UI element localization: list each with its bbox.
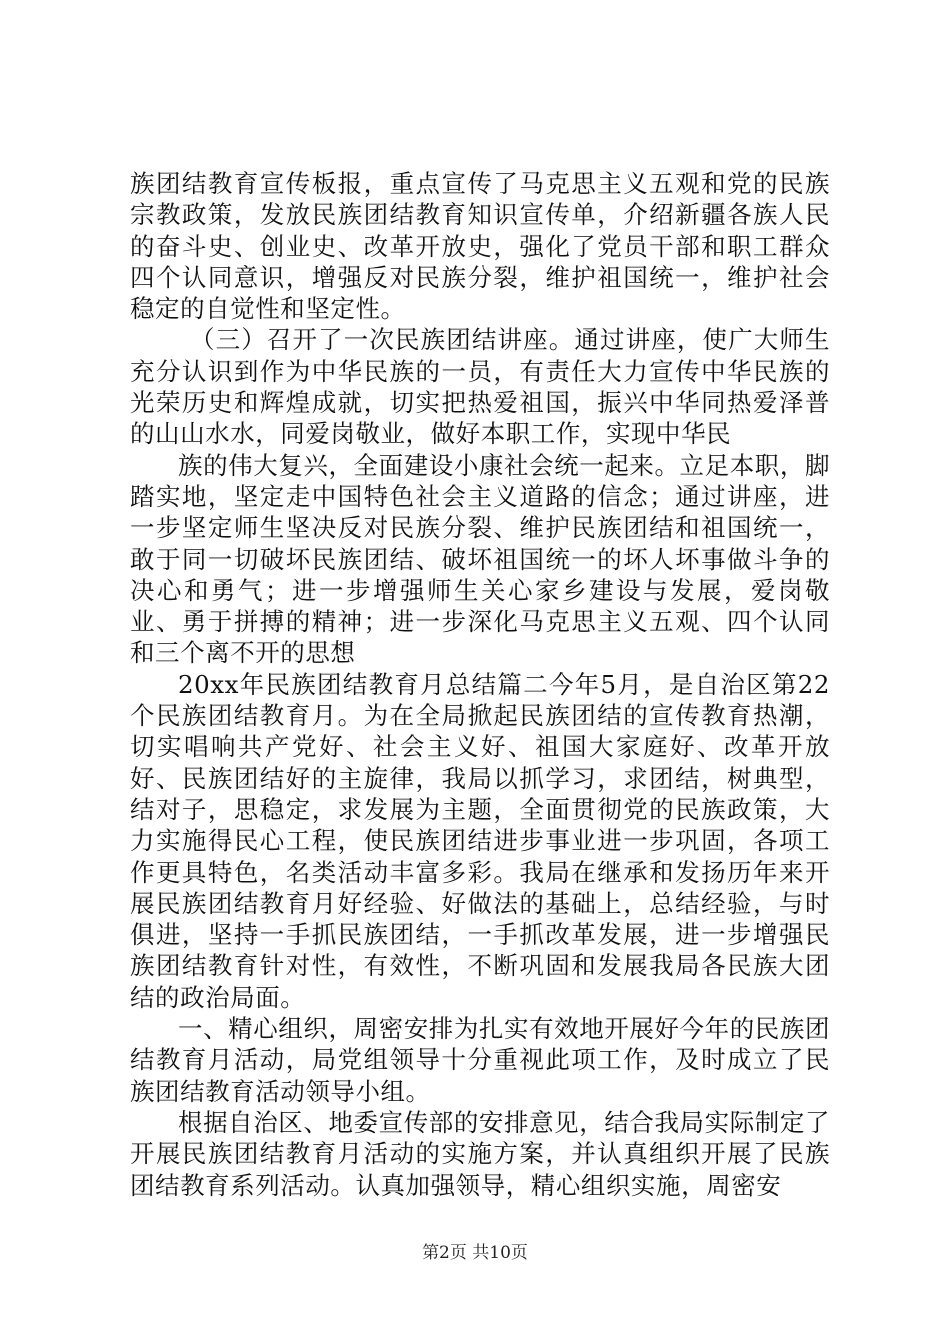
paragraph-lecture: （三）召开了一次民族团结讲座。通过讲座，使广大师生充分认识到作为中华民族的一员，有责任大力宣传中华民族的光荣历史和辉煌成就，切实把热爱祖国，振兴中华同热爱泽普的山山水水，同爱岗敬业，做好本职工作，实现中华民	[130, 325, 830, 449]
paragraph-lecture-continued: 族的伟大复兴，全面建设小康社会统一起来。立足本职，脚踏实地，坚定走中国特色社会主义道路的信念；通过讲座，进一步坚定师生坚决反对民族分裂、维护民族团结和祖国统一，敢于同一切破坏民族团结、破坏祖国统一的坏人坏事做斗争的决心和勇气；进一步增强师生关心家乡建设与发展，爱岗敬业、勇于拼搏的精神；进一步深化马克思主义五观、四个认同和三个离不开的思想	[130, 450, 830, 668]
document-body	[130, 168, 830, 1201]
paragraph-implementation: 根据自治区、地委宣传部的安排意见，结合我局实际制定了开展民族团结教育月活动的实施方案，并认真组织开展了民族团结教育系列活动。认真加强领导，精心组织实施，周密安	[130, 1107, 830, 1200]
paragraph-continuation: 族团结教育宣传板报，重点宣传了马克思主义五观和党的民族宗教政策，发放民族团结教育知识宣传单，介绍新疆各族人民的奋斗史、创业史、改革开放史，强化了党员干部和职工群众四个认同意识，增强反对民族分裂，维护祖国统一，维护社会稳定的自觉性和坚定性。	[130, 169, 830, 324]
paragraph-section-one: 一、精心组织，周密安排为扎实有效地开展好今年的民族团结教育月活动，局党组领导十分重视此项工作，及时成立了民族团结教育活动领导小组。	[130, 1014, 830, 1106]
paragraph-summary-part-two: 20xx年民族团结教育月总结篇二今年5月，是自治区第22个民族团结教育月。为在全局掀起民族团结的宣传教育热潮，切实唱响共产党好、社会主义好、祖国大家庭好、改革开放好、民族团结好的主旋律，我局以抓学习，求团结，树典型，结对子，思稳定，求发展为主题，全面贯彻党的民族政策，大力实施得民心工程，使民族团结进步事业进一步巩固，各项工作更具特色，名类活动丰富多彩。我局在继承和发扬历年来开展民族团结教育月好经验、好做法的基础上，总结经验，与时俱进，坚持一手抓民族团结，一手抓改革发展，进一步增强民族团结教育针对性，有效性，不断巩固和发展我局各民族大团结的政治局面。	[130, 669, 830, 1012]
page-number-footer: 第2页 共10页	[422, 1243, 528, 1263]
